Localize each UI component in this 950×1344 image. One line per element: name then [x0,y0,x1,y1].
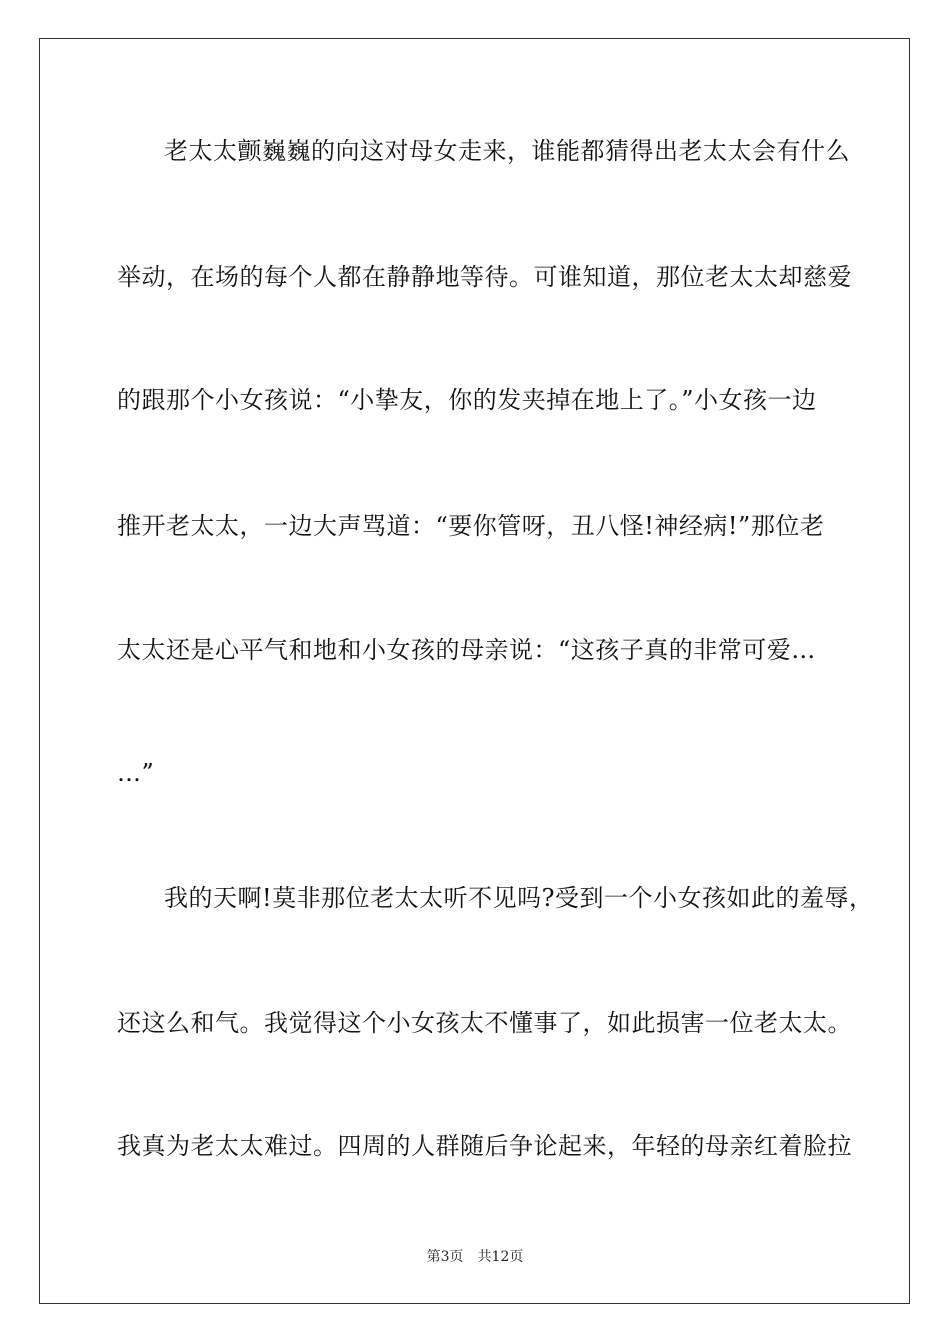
paragraph-1-line-6: …” [117,759,155,787]
page-number-footer: 第3页 共12页 [426,1249,524,1265]
paragraph-1-line-1: 老太太颤巍巍的向这对母女走来，谁能都猜得出老太太会有什么 [164,137,850,165]
paragraph-2-line-3: 我真为老太太难过。四周的人群随后争论起来，年轻的母亲红着脸拉 [117,1132,852,1160]
page-border [39,38,910,1304]
paragraph-2-line-1: 我的天啊!莫非那位老太太听不见吗?受到一个小女孩如此的羞辱， [164,884,874,912]
paragraph-2-line-2: 还这么和气。我觉得这个小女孩太不懂事了，如此损害一位老太太。 [117,1009,852,1037]
paragraph-1-line-2: 举动，在场的每个人都在静静地等待。可谁知道，那位老太太却慈爱 [117,263,852,291]
paragraph-1-line-5: 太太还是心平气和地和小女孩的母亲说：“这孩子真的非常可爱… [117,636,816,664]
paragraph-1-line-3: 的跟那个小女孩说：“小挚友，你的发夹掉在地上了。”小女孩一边 [117,386,817,414]
paragraph-1-line-4: 推开老太太，一边大声骂道：“要你管呀，丑八怪!神经病!”那位老 [117,512,825,540]
